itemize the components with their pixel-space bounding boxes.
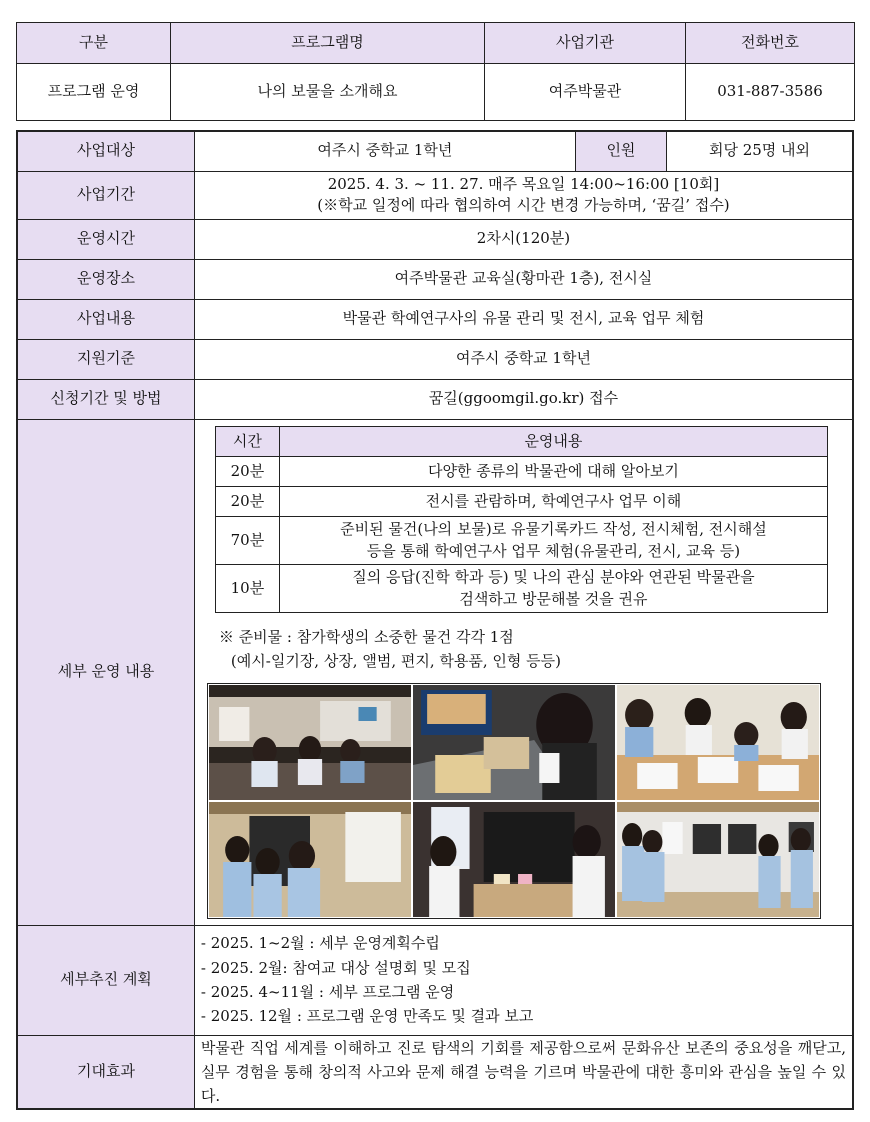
photo-students-writing (616, 684, 820, 801)
header-program-name: 프로그램명 (171, 23, 485, 64)
effect-text: 박물관 직업 세계를 이해하고 진로 탐색의 기회를 제공함으로써 문화유산 보존의 중요성을 깨닫고, 실무 경험을 통해 창의적 사고와 문제 해결 능력을 기르며 박물관에 대한 흥미와 관심을 높일 수 있다. (194, 1035, 853, 1109)
plan-item: - 2025. 1~2월 : 세부 운영계획수립 (200, 934, 440, 953)
schedule-content-line-1: 준비된 물건(나의 보물)로 유물기록카드 작성, 전시체험, 전시해설 (340, 519, 767, 538)
schedule-time: 20분 (215, 486, 279, 516)
criteria-label: 지원기준 (17, 339, 194, 379)
photo-exhibit-explanation (412, 801, 616, 918)
row-plan (17, 925, 853, 1035)
schedule-header-content: 운영내용 (279, 426, 827, 456)
preparation-line-1: ※ 준비물 : 참가학생의 소중한 물건 각각 1점 (218, 627, 514, 646)
header-phone: 전화번호 (686, 23, 855, 64)
period-line-1: 2025. 4. 3. ~ 11. 27. 매주 목요일 14:00~16:00 [10회] (327, 175, 720, 193)
schedule-content: 전시를 관람하며, 학예연구사 업무 이해 (279, 486, 827, 516)
content-value: 박물관 학예연구사의 유물 관리 및 전시, 교육 업무 체험 (194, 299, 853, 339)
venue-label: 운영장소 (17, 259, 194, 299)
schedule-header-time: 시간 (215, 426, 279, 456)
photo-students-display (208, 801, 412, 918)
apply-value: 꿈길(ggoomgil.go.kr) 접수 (194, 379, 853, 419)
preparation-notes (219, 625, 852, 673)
row-effect (17, 1035, 853, 1109)
row-target (17, 131, 853, 171)
headcount-value: 회당 25명 내외 (667, 131, 853, 171)
plan-list (194, 925, 853, 1035)
schedule-table (215, 426, 828, 613)
photo-map-display (412, 684, 616, 801)
plan-item: - 2025. 12월 : 프로그램 운영 만족도 및 결과 보고 (200, 1007, 534, 1026)
headcount-label: 인원 (575, 131, 666, 171)
organization-value: 여주박물관 (485, 64, 686, 121)
photo-exhibition-hall (208, 684, 412, 801)
plan-item: - 2025. 2월: 참여교 대상 설명회 및 모집 (200, 958, 471, 977)
ops-content (194, 419, 853, 925)
content-label: 사업내용 (17, 299, 194, 339)
schedule-content: 다양한 종류의 박물관에 대해 알아보기 (279, 456, 827, 486)
schedule-content-line-1: 질의 응답(진학 학과 등) 및 나의 관심 분야와 연관된 박물관을 (352, 567, 755, 586)
category-value: 프로그램 운영 (17, 64, 171, 121)
schedule-content-line-2: 등을 통해 학예연구사 업무 체험(유물관리, 전시, 교육 등) (366, 542, 741, 560)
summary-value-row (17, 64, 855, 121)
photo-grid (207, 683, 821, 919)
hours-value: 2차시(120분) (194, 219, 853, 259)
schedule-row (215, 456, 827, 486)
schedule-time: 10분 (215, 564, 279, 612)
effect-label: 기대효과 (17, 1035, 194, 1109)
plan-label: 세부추진 계획 (17, 925, 194, 1035)
summary-header-row (17, 23, 855, 64)
header-organization: 사업기관 (485, 23, 686, 64)
venue-value: 여주박물관 교육실(황마관 1층), 전시실 (194, 259, 853, 299)
program-name-value: 나의 보물을 소개해요 (171, 64, 485, 121)
schedule-row (215, 516, 827, 564)
schedule-row (215, 564, 827, 612)
program-details-table (16, 130, 854, 1110)
apply-label: 신청기간 및 방법 (17, 379, 194, 419)
criteria-value: 여주시 중학교 1학년 (194, 339, 853, 379)
period-line-2: (※학교 일정에 따라 협의하여 시간 변경 가능하며, ‘꿈길’ 접수) (317, 196, 730, 214)
row-period (17, 171, 853, 219)
plan-item: - 2025. 4~11월 : 세부 프로그램 운영 (200, 983, 455, 1001)
schedule-time: 70분 (215, 516, 279, 564)
period-label: 사업기간 (17, 171, 194, 219)
schedule-row (215, 486, 827, 516)
schedule-time: 20분 (215, 456, 279, 486)
photo-gallery-walk (616, 801, 820, 918)
row-ops (17, 419, 853, 925)
schedule-content-line-2: 검색하고 방문해볼 것을 권유 (459, 590, 648, 608)
row-criteria (17, 339, 853, 379)
ops-label: 세부 운영 내용 (17, 419, 194, 925)
program-summary-table (16, 22, 855, 121)
target-label: 사업대상 (17, 131, 194, 171)
row-hours (17, 219, 853, 259)
period-value (194, 171, 853, 219)
preparation-line-2: (예시-일기장, 상장, 앨범, 편지, 학용품, 인형 등등) (230, 651, 561, 670)
phone-value: 031-887-3586 (686, 64, 855, 121)
hours-label: 운영시간 (17, 219, 194, 259)
target-value: 여주시 중학교 1학년 (194, 131, 575, 171)
header-category: 구분 (17, 23, 171, 64)
schedule-content (279, 564, 827, 612)
schedule-header-row (215, 426, 827, 456)
row-apply (17, 379, 853, 419)
row-content (17, 299, 853, 339)
schedule-content (279, 516, 827, 564)
row-venue (17, 259, 853, 299)
